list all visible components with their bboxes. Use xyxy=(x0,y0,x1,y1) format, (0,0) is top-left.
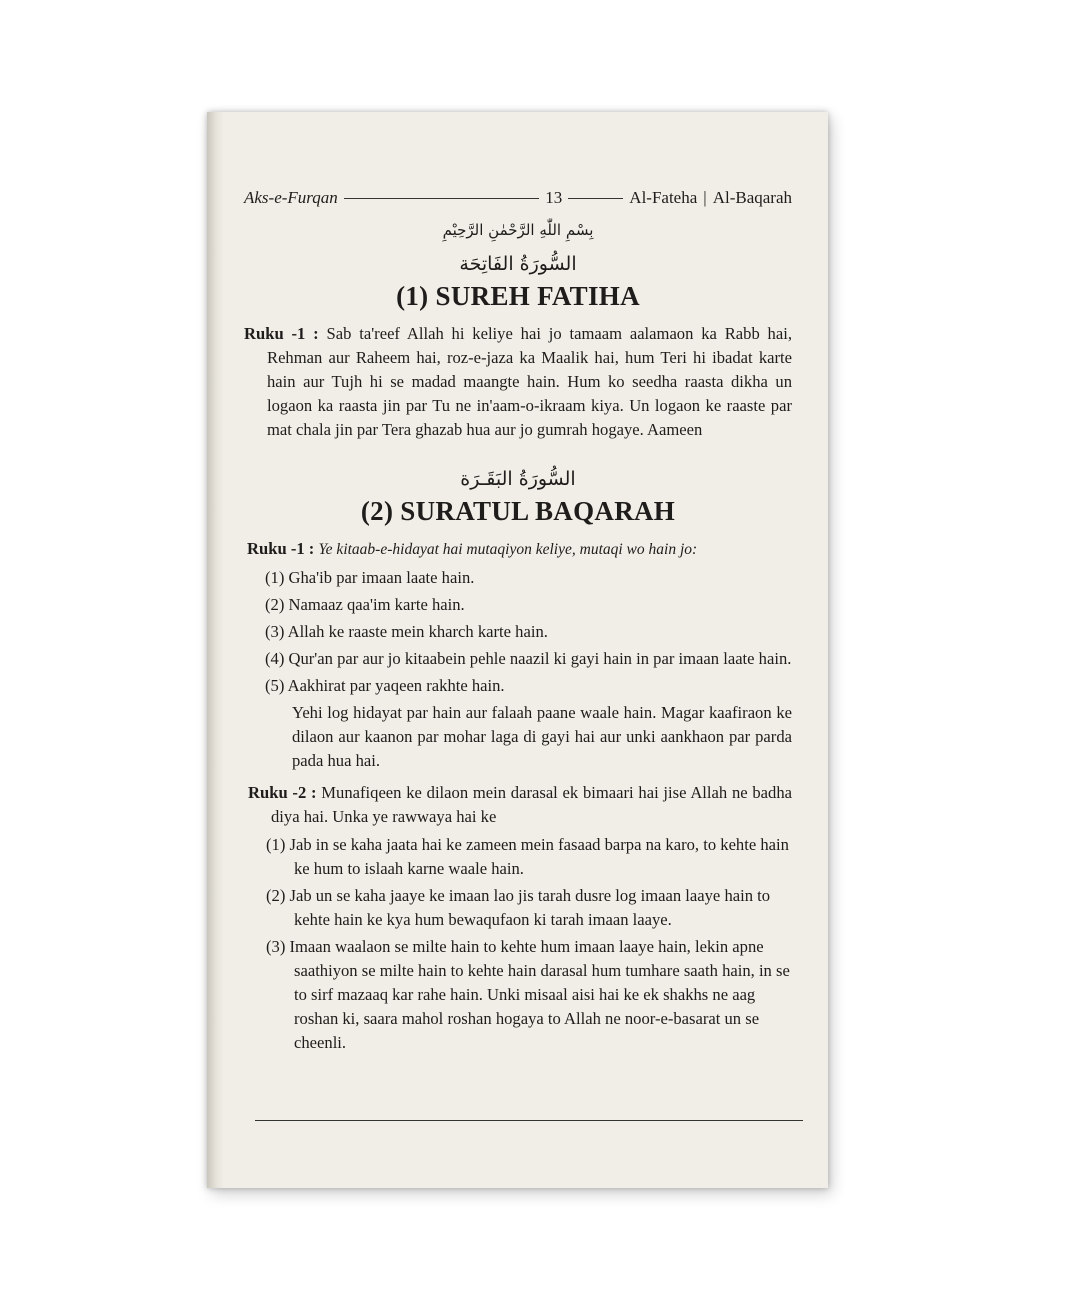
baqarah-ruku-1 xyxy=(247,537,792,562)
surah-fatiha-title: (1) SUREH FATIHA xyxy=(396,281,640,311)
list-item: (4) Qur'an par aur jo kitaabein pehle naazil ki gayi hain in par imaan laate hain. xyxy=(265,649,792,668)
ruku-label: Ruku -2 : xyxy=(248,783,317,802)
ruku-label: Ruku -1 : xyxy=(247,539,315,558)
header-surah-right: Al-Baqarah xyxy=(712,188,792,207)
surah-baqarah-title: (2) SURATUL BAQARAH xyxy=(360,496,676,526)
header-separator: | xyxy=(703,188,707,207)
list-item: (2) Namaaz qaa'im karte hain. xyxy=(265,595,465,614)
running-head xyxy=(244,185,792,211)
list-item: (5) Aakhirat par yaqeen rakhte hain. xyxy=(265,676,505,695)
ruku-text: Munafiqeen ke dilaon mein darasal ek bimaari hai jise Allah ne badha diya hai. Unka ye rawwaya hai ke xyxy=(271,783,792,826)
list-item: (1) Jab in se kaha jaata hai ke zameen mein fasaad barpa na karo, to kehte hain ke hum to islaah karne waale hain. xyxy=(266,835,789,878)
baqarah-ruku-2 xyxy=(249,781,792,829)
list-item: (3) Imaan waalaon se milte hain to kehte hum imaan laaye hain, lekin apne saathiyon se milte hain to kehte hain darasal hum tumhare saath hain, in se to sirf mazaaq kar rahe hain. Unki misaal aisi hai ke ek shakhs ne aag roshan ki, saara mahol roshan hogaya to Allah ne noor-e-basarat un se cheenli. xyxy=(266,937,790,1052)
baqarah-ruku-1-closing: Yehi log hidayat par hain aur falaah paane waale hain. Magar kaafiraon ke dilaon aur kaanon par mohar laga di gayi hai aur unki aankhaon par parda pada hua hai. xyxy=(292,703,792,770)
bottom-rule xyxy=(255,1120,803,1121)
book xyxy=(207,112,828,1188)
surah-fatiha-arabic-title: السُّورَةُ الفَاتِحَة xyxy=(459,253,577,275)
baqarah-ruku-1-list xyxy=(265,566,792,698)
ruku-intro: Ye kitaab-e-hidayat hai mutaqiyon keliye, mutaqi wo hain jo: xyxy=(318,541,698,558)
book-spine xyxy=(207,112,223,1188)
book-title: Aks-e-Furqan xyxy=(244,188,338,207)
header-rule-short xyxy=(568,198,623,199)
page-number: 13 xyxy=(545,188,563,207)
baqarah-ruku-2-list xyxy=(266,833,792,1055)
fatiha-ruku-1 xyxy=(244,322,792,442)
list-item: (1) Gha'ib par imaan laate hain. xyxy=(265,568,475,587)
page-content xyxy=(244,185,792,1058)
header-rule xyxy=(344,198,540,199)
ruku-label: Ruku -1 : xyxy=(244,324,319,343)
ruku-text: Sab ta'reef Allah hi keliye hai jo tamaam aalamaon ka Rabb hai, Rehman aur Raheem hai, roz-e-jaza ka Maalik hai, hum Teri hi ibadat karte hain aur Tujh hi se madad maangte hain. Hum ko seedha raasta dikha un logaon ka raasta jin par Tu ne in'aam-o-ikraam kiya. Un logaon ke raaste par mat chala jin par Tera ghazab hua aur jo gumrah hogaye. Aameen xyxy=(267,324,792,439)
bismillah: بِسْمِ اللّٰهِ الرَّحْمٰنِ الرَّحِيْمِ xyxy=(442,221,594,239)
header-surah-left: Al-Fateha xyxy=(629,188,698,207)
list-item: (2) Jab un se kaha jaaye ke imaan lao jis tarah dusre log imaan laaye hain to kehte hain ke kya hum bewaqufaon ki tarah imaan laaye. xyxy=(266,886,771,929)
list-item: (3) Allah ke raaste mein kharch karte hain. xyxy=(265,622,548,641)
surah-baqarah-arabic-title: السُّورَةُ البَقَـرَة xyxy=(460,468,576,490)
